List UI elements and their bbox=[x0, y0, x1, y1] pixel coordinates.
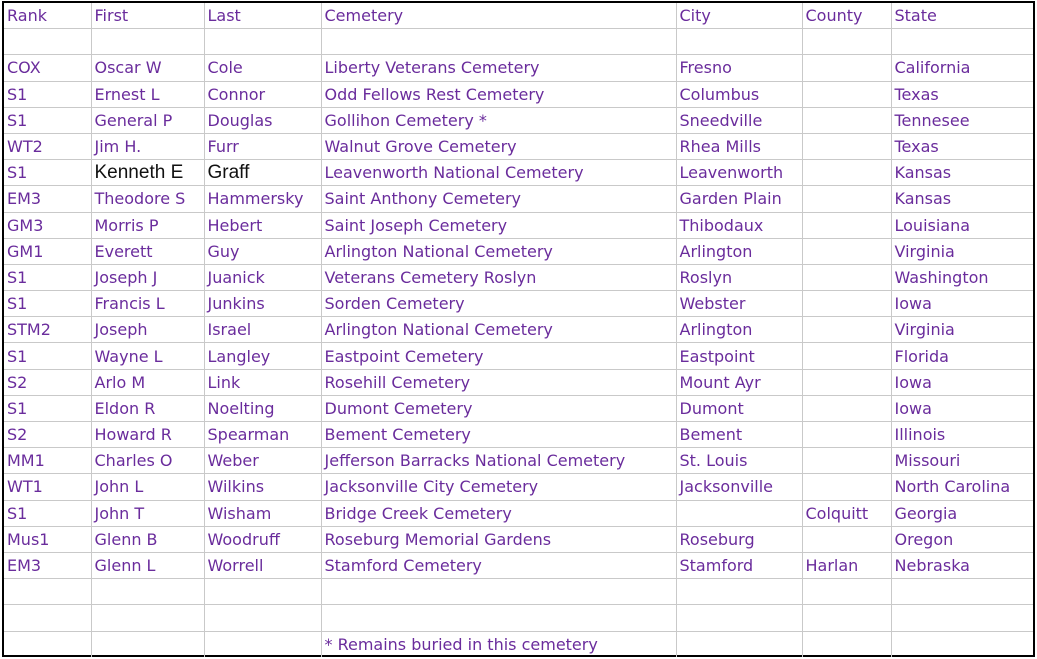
table-row bbox=[4, 395, 1033, 421]
cell-last[interactable]: Guy bbox=[204, 238, 321, 264]
cell-cemetery[interactable]: Eastpoint Cemetery bbox=[321, 343, 676, 369]
cell-first[interactable]: Arlo M bbox=[91, 369, 204, 395]
cell-city[interactable]: Stamford bbox=[676, 552, 802, 578]
cell-state[interactable]: Tennesee bbox=[891, 107, 1033, 133]
cell-cemetery[interactable]: Odd Fellows Rest Cemetery bbox=[321, 81, 676, 107]
table-row bbox=[4, 186, 1033, 212]
cell-last[interactable]: Worrell bbox=[204, 552, 321, 578]
cell-rank[interactable]: S1 bbox=[4, 343, 91, 369]
cell-cemetery[interactable]: Gollihon Cemetery * bbox=[321, 107, 676, 133]
blank-row bbox=[4, 29, 1033, 55]
header-row bbox=[4, 3, 1033, 29]
cell-first[interactable]: Everett bbox=[91, 238, 204, 264]
cell-last[interactable]: Hebert bbox=[204, 212, 321, 238]
cell-last[interactable]: Weber bbox=[204, 448, 321, 474]
cell-city[interactable]: Columbus bbox=[676, 81, 802, 107]
cell-rank[interactable]: GM1 bbox=[4, 238, 91, 264]
cell-first[interactable]: Joseph bbox=[91, 317, 204, 343]
cell-first[interactable]: Morris P bbox=[91, 212, 204, 238]
cell-first[interactable]: Francis L bbox=[91, 291, 204, 317]
blank-row bbox=[4, 605, 1033, 631]
cell-city[interactable]: Roslyn bbox=[676, 264, 802, 290]
cell-city[interactable]: Sneedville bbox=[676, 107, 802, 133]
cell-first[interactable]: Theodore S bbox=[91, 186, 204, 212]
cell-city[interactable]: Eastpoint bbox=[676, 343, 802, 369]
cell-state[interactable]: Iowa bbox=[891, 395, 1033, 421]
cell-rank[interactable]: S1 bbox=[4, 264, 91, 290]
cell-state[interactable]: Georgia bbox=[891, 500, 1033, 526]
cell-city[interactable]: St. Louis bbox=[676, 448, 802, 474]
cell-last[interactable]: Hammersky bbox=[204, 186, 321, 212]
table-row bbox=[4, 343, 1033, 369]
header-cemetery[interactable]: Cemetery bbox=[321, 3, 676, 29]
cell[interactable] bbox=[891, 605, 1033, 631]
cell-city[interactable]: Bement bbox=[676, 422, 802, 448]
cell-first[interactable]: John L bbox=[91, 474, 204, 500]
cell[interactable] bbox=[4, 605, 91, 631]
cell-first[interactable]: Ernest L bbox=[91, 81, 204, 107]
cell-cemetery[interactable]: Walnut Grove Cemetery bbox=[321, 133, 676, 159]
cell-first[interactable]: Kenneth E bbox=[91, 160, 204, 186]
table-row bbox=[4, 448, 1033, 474]
cell-first[interactable]: John T bbox=[91, 500, 204, 526]
cell-rank[interactable]: Mus1 bbox=[4, 526, 91, 552]
cell-state[interactable]: Virginia bbox=[891, 317, 1033, 343]
cell-cemetery[interactable]: Roseburg Memorial Gardens bbox=[321, 526, 676, 552]
cell-county[interactable] bbox=[802, 526, 891, 552]
cell-cemetery[interactable]: Veterans Cemetery Roslyn bbox=[321, 264, 676, 290]
cell-state[interactable]: Missouri bbox=[891, 448, 1033, 474]
cell-last[interactable]: Connor bbox=[204, 81, 321, 107]
cell-county[interactable] bbox=[802, 474, 891, 500]
cell-cemetery[interactable]: Bement Cemetery bbox=[321, 422, 676, 448]
cell[interactable] bbox=[321, 579, 676, 605]
cell-first[interactable]: Wayne L bbox=[91, 343, 204, 369]
cell-city[interactable]: Jacksonville bbox=[676, 474, 802, 500]
table-row bbox=[4, 160, 1033, 186]
table-row bbox=[4, 474, 1033, 500]
blank-row bbox=[4, 631, 1033, 657]
cell-last[interactable]: Juanick bbox=[204, 264, 321, 290]
cell-state[interactable]: Kansas bbox=[891, 186, 1033, 212]
header-state[interactable]: State bbox=[891, 3, 1033, 29]
cell-city[interactable]: Mount Ayr bbox=[676, 369, 802, 395]
cell-county[interactable] bbox=[802, 160, 891, 186]
cell-last[interactable]: Woodruff bbox=[204, 526, 321, 552]
cell-cemetery[interactable]: Jacksonville City Cemetery bbox=[321, 474, 676, 500]
cell-last[interactable]: Langley bbox=[204, 343, 321, 369]
cell-county[interactable]: Colquitt bbox=[802, 500, 891, 526]
header-first[interactable]: First bbox=[91, 3, 204, 29]
cell[interactable] bbox=[204, 631, 321, 657]
cell[interactable] bbox=[4, 29, 91, 55]
cell-rank[interactable]: S1 bbox=[4, 81, 91, 107]
cell[interactable] bbox=[802, 631, 891, 657]
cell-rank[interactable]: GM3 bbox=[4, 212, 91, 238]
cell-last[interactable]: Wilkins bbox=[204, 474, 321, 500]
cell[interactable] bbox=[802, 29, 891, 55]
table-row bbox=[4, 552, 1033, 578]
cell[interactable] bbox=[676, 631, 802, 657]
header-last[interactable]: Last bbox=[204, 3, 321, 29]
cell-first[interactable]: Oscar W bbox=[91, 55, 204, 81]
cell-county[interactable] bbox=[802, 369, 891, 395]
cell-state[interactable]: Kansas bbox=[891, 160, 1033, 186]
cell-state[interactable]: California bbox=[891, 55, 1033, 81]
cell-rank[interactable]: S2 bbox=[4, 422, 91, 448]
cell-rank[interactable]: S1 bbox=[4, 500, 91, 526]
cell-county[interactable] bbox=[802, 343, 891, 369]
table-row bbox=[4, 133, 1033, 159]
cell-county[interactable] bbox=[802, 133, 891, 159]
table-row bbox=[4, 526, 1033, 552]
cell[interactable] bbox=[676, 579, 802, 605]
cell[interactable] bbox=[91, 29, 204, 55]
cell-state[interactable]: Washington bbox=[891, 264, 1033, 290]
cell[interactable] bbox=[4, 631, 91, 657]
cell[interactable] bbox=[91, 631, 204, 657]
cell-cemetery[interactable]: Rosehill Cemetery bbox=[321, 369, 676, 395]
cell-state[interactable]: Nebraska bbox=[891, 552, 1033, 578]
cell-first[interactable]: Eldon R bbox=[91, 395, 204, 421]
table-row bbox=[4, 81, 1033, 107]
cell-state[interactable]: Texas bbox=[891, 133, 1033, 159]
cell[interactable] bbox=[91, 579, 204, 605]
cell-rank[interactable]: EM3 bbox=[4, 552, 91, 578]
cell-first[interactable]: General P bbox=[91, 107, 204, 133]
burial-table bbox=[4, 3, 1033, 657]
cell-county[interactable] bbox=[802, 81, 891, 107]
table-row bbox=[4, 107, 1033, 133]
cell-last[interactable]: Douglas bbox=[204, 107, 321, 133]
spreadsheet bbox=[2, 1, 1035, 657]
table-row bbox=[4, 212, 1033, 238]
cell-state[interactable]: Iowa bbox=[891, 369, 1033, 395]
cell-state[interactable]: Florida bbox=[891, 343, 1033, 369]
cell-county[interactable] bbox=[802, 264, 891, 290]
cell-last[interactable]: Cole bbox=[204, 55, 321, 81]
cell[interactable] bbox=[891, 29, 1033, 55]
cell-city[interactable]: Dumont bbox=[676, 395, 802, 421]
cell-city[interactable]: Leavenworth bbox=[676, 160, 802, 186]
cell[interactable] bbox=[4, 579, 91, 605]
cell-rank[interactable]: S1 bbox=[4, 160, 91, 186]
cell-city[interactable]: Rhea Mills bbox=[676, 133, 802, 159]
header-rank[interactable]: Rank bbox=[4, 3, 91, 29]
footnote[interactable]: * Remains buried in this cemetery bbox=[321, 631, 676, 657]
header-county[interactable]: County bbox=[802, 3, 891, 29]
cell-rank[interactable]: S1 bbox=[4, 395, 91, 421]
cell-rank[interactable]: WT1 bbox=[4, 474, 91, 500]
table-row bbox=[4, 500, 1033, 526]
cell-rank[interactable]: WT2 bbox=[4, 133, 91, 159]
cell-rank[interactable]: S2 bbox=[4, 369, 91, 395]
cell[interactable] bbox=[676, 605, 802, 631]
cell-cemetery[interactable]: Arlington National Cemetery bbox=[321, 317, 676, 343]
cell-cemetery[interactable]: Saint Joseph Cemetery bbox=[321, 212, 676, 238]
cell-county[interactable] bbox=[802, 212, 891, 238]
cell-city[interactable]: Thibodaux bbox=[676, 212, 802, 238]
cell-first[interactable]: Joseph J bbox=[91, 264, 204, 290]
cell[interactable] bbox=[802, 605, 891, 631]
cell-county[interactable] bbox=[802, 448, 891, 474]
cell-city[interactable]: Webster bbox=[676, 291, 802, 317]
cell-cemetery[interactable]: Leavenworth National Cemetery bbox=[321, 160, 676, 186]
cell-last[interactable]: Link bbox=[204, 369, 321, 395]
cell-cemetery[interactable]: Stamford Cemetery bbox=[321, 552, 676, 578]
cell[interactable] bbox=[204, 605, 321, 631]
cell-city[interactable]: Arlington bbox=[676, 238, 802, 264]
cell-county[interactable] bbox=[802, 422, 891, 448]
table-row bbox=[4, 264, 1033, 290]
cell-county[interactable] bbox=[802, 238, 891, 264]
cell-city[interactable] bbox=[676, 500, 802, 526]
cell-rank[interactable]: S1 bbox=[4, 291, 91, 317]
cell-state[interactable]: Texas bbox=[891, 81, 1033, 107]
table-row bbox=[4, 291, 1033, 317]
table-row bbox=[4, 422, 1033, 448]
cell-last[interactable]: Noelting bbox=[204, 395, 321, 421]
cell-county[interactable] bbox=[802, 317, 891, 343]
cell-city[interactable]: Fresno bbox=[676, 55, 802, 81]
cell-county[interactable] bbox=[802, 55, 891, 81]
cell-last[interactable]: Furr bbox=[204, 133, 321, 159]
cell-first[interactable]: Jim H. bbox=[91, 133, 204, 159]
cell-rank[interactable]: STM2 bbox=[4, 317, 91, 343]
cell[interactable] bbox=[91, 605, 204, 631]
cell-last[interactable]: Junkins bbox=[204, 291, 321, 317]
cell[interactable] bbox=[321, 29, 676, 55]
header-city[interactable]: City bbox=[676, 3, 802, 29]
cell[interactable] bbox=[891, 631, 1033, 657]
cell-rank[interactable]: S1 bbox=[4, 107, 91, 133]
cell-county[interactable] bbox=[802, 291, 891, 317]
cell-cemetery[interactable]: Arlington National Cemetery bbox=[321, 238, 676, 264]
cell-cemetery[interactable]: Liberty Veterans Cemetery bbox=[321, 55, 676, 81]
cell-county[interactable]: Harlan bbox=[802, 552, 891, 578]
cell-state[interactable]: Iowa bbox=[891, 291, 1033, 317]
cell[interactable] bbox=[204, 579, 321, 605]
cell-state[interactable]: North Carolina bbox=[891, 474, 1033, 500]
cell-last[interactable]: Wisham bbox=[204, 500, 321, 526]
cell-state[interactable]: Louisiana bbox=[891, 212, 1033, 238]
cell-rank[interactable]: MM1 bbox=[4, 448, 91, 474]
cell-rank[interactable]: EM3 bbox=[4, 186, 91, 212]
cell-first[interactable]: Glenn B bbox=[91, 526, 204, 552]
cell-city[interactable]: Garden Plain bbox=[676, 186, 802, 212]
cell[interactable] bbox=[676, 29, 802, 55]
cell-county[interactable] bbox=[802, 395, 891, 421]
cell-first[interactable]: Howard R bbox=[91, 422, 204, 448]
cell-cemetery[interactable]: Saint Anthony Cemetery bbox=[321, 186, 676, 212]
table-row bbox=[4, 369, 1033, 395]
blank-row bbox=[4, 579, 1033, 605]
cell-last[interactable]: Spearman bbox=[204, 422, 321, 448]
cell-state[interactable]: Oregon bbox=[891, 526, 1033, 552]
cell-state[interactable]: Illinois bbox=[891, 422, 1033, 448]
cell-city[interactable]: Roseburg bbox=[676, 526, 802, 552]
cell-first[interactable]: Glenn L bbox=[91, 552, 204, 578]
cell[interactable] bbox=[204, 29, 321, 55]
cell[interactable] bbox=[891, 579, 1033, 605]
cell-cemetery[interactable]: Sorden Cemetery bbox=[321, 291, 676, 317]
cell[interactable] bbox=[321, 605, 676, 631]
cell-last[interactable]: Graff bbox=[204, 160, 321, 186]
cell-first[interactable]: Charles O bbox=[91, 448, 204, 474]
table-row bbox=[4, 238, 1033, 264]
table-row bbox=[4, 55, 1033, 81]
cell-county[interactable] bbox=[802, 107, 891, 133]
cell-last[interactable]: Israel bbox=[204, 317, 321, 343]
cell-city[interactable]: Arlington bbox=[676, 317, 802, 343]
cell[interactable] bbox=[802, 579, 891, 605]
cell-cemetery[interactable]: Bridge Creek Cemetery bbox=[321, 500, 676, 526]
cell-county[interactable] bbox=[802, 186, 891, 212]
cell-cemetery[interactable]: Dumont Cemetery bbox=[321, 395, 676, 421]
cell-state[interactable]: Virginia bbox=[891, 238, 1033, 264]
cell-cemetery[interactable]: Jefferson Barracks National Cemetery bbox=[321, 448, 676, 474]
cell-rank[interactable]: COX bbox=[4, 55, 91, 81]
table-row bbox=[4, 317, 1033, 343]
